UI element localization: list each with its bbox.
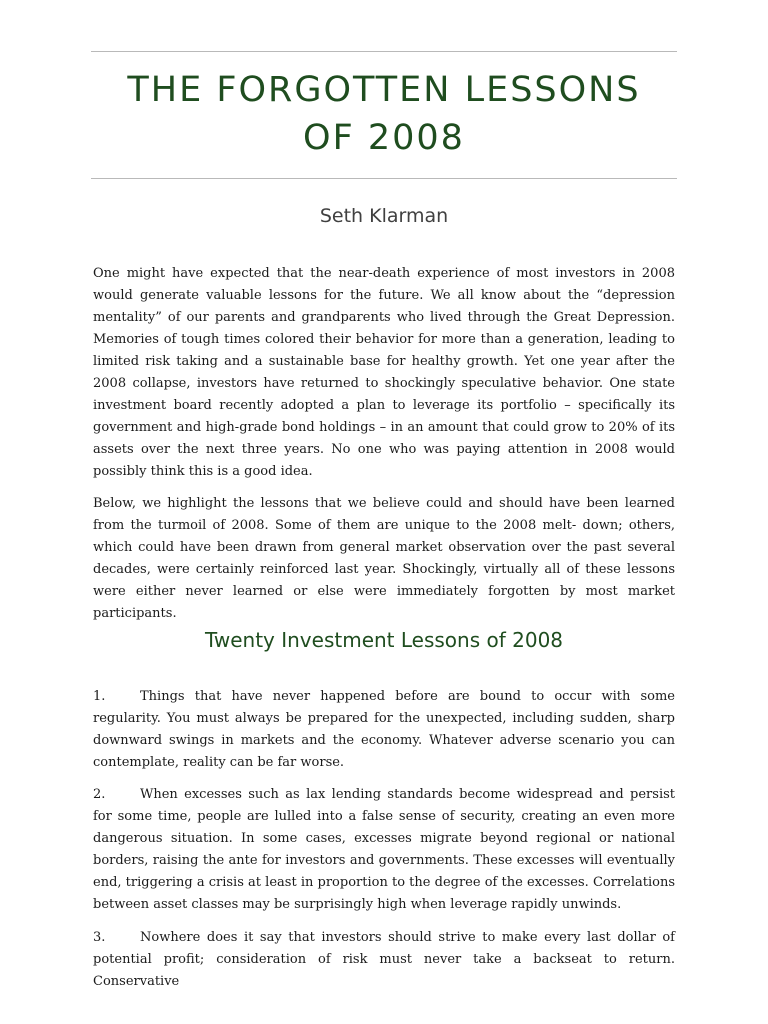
lesson-number: 3. <box>93 930 106 945</box>
lesson-text: When excesses such as lax lending standards become widespread and persist for some time, people are lulled into a false sense of security, creating an even more dangerous situation. In some cases, excesses migrate beyond regional or national borders, raising the ante for investors and governments. These excesses will eventually end, triggering a crisis at least in proportion to the degree of the excesses. Correlations between asset classes may be surprisingly high when leverage rapidly unwinds. <box>93 787 675 912</box>
lesson-text: Nowhere does it say that investors should strive to make every last dollar of potential profit; consideration of risk must never take a backseat to return. Conservative <box>93 930 675 989</box>
intro-paragraph-2: Below, we highlight the lessons that we believe could and should have been learned from the turmoil of 2008. Some of them are unique to the 2008 melt- down; others, which could have been drawn from general market observation over the past several decades, were certainly reinforced last year. Shockingly, virtually all of these lessons were either never learned or else were immediately forgotten by most market participants. <box>93 496 675 621</box>
lesson-item <box>93 686 675 774</box>
lesson-item <box>93 927 675 993</box>
page-title <box>91 66 677 162</box>
bottom-divider <box>91 178 677 179</box>
lesson-item <box>93 784 675 916</box>
lesson-number: 1. <box>93 689 106 704</box>
top-divider <box>91 51 677 52</box>
title-line-1: THE FORGOTTEN LESSONS <box>127 70 641 110</box>
lesson-text: Things that have never happened before are bound to occur with some regularity. You must always be prepared for the unexpected, including sudden, sharp downward swings in markets and the economy. Whatever adverse scenario you can contemplate, reality can be far worse. <box>93 689 675 770</box>
title-line-2: OF 2008 <box>303 118 465 158</box>
intro-paragraph-1: One might have expected that the near-death experience of most investors in 2008 would generate valuable lessons for the future. We all know about the “depression mentality” of our parents and grandparents who lived through the Great Depression. Memories of tough times colored their behavior for more than a generation, leading to limited risk taking and a sustainable base for healthy growth. Yet one year after the 2008 collapse, investors have returned to shockingly speculative behavior. One state investment board recently adopted a plan to leverage its portfolio – specifically its government and high-grade bond holdings – in an amount that could grow to 20% of its assets over the next three years. No one who was paying attention in 2008 would possibly think this is a good idea. <box>93 266 675 479</box>
author-name: Seth Klarman <box>319 205 449 227</box>
lesson-number: 2. <box>93 787 106 802</box>
section-heading: Twenty Investment Lessons of 2008 <box>204 628 564 652</box>
